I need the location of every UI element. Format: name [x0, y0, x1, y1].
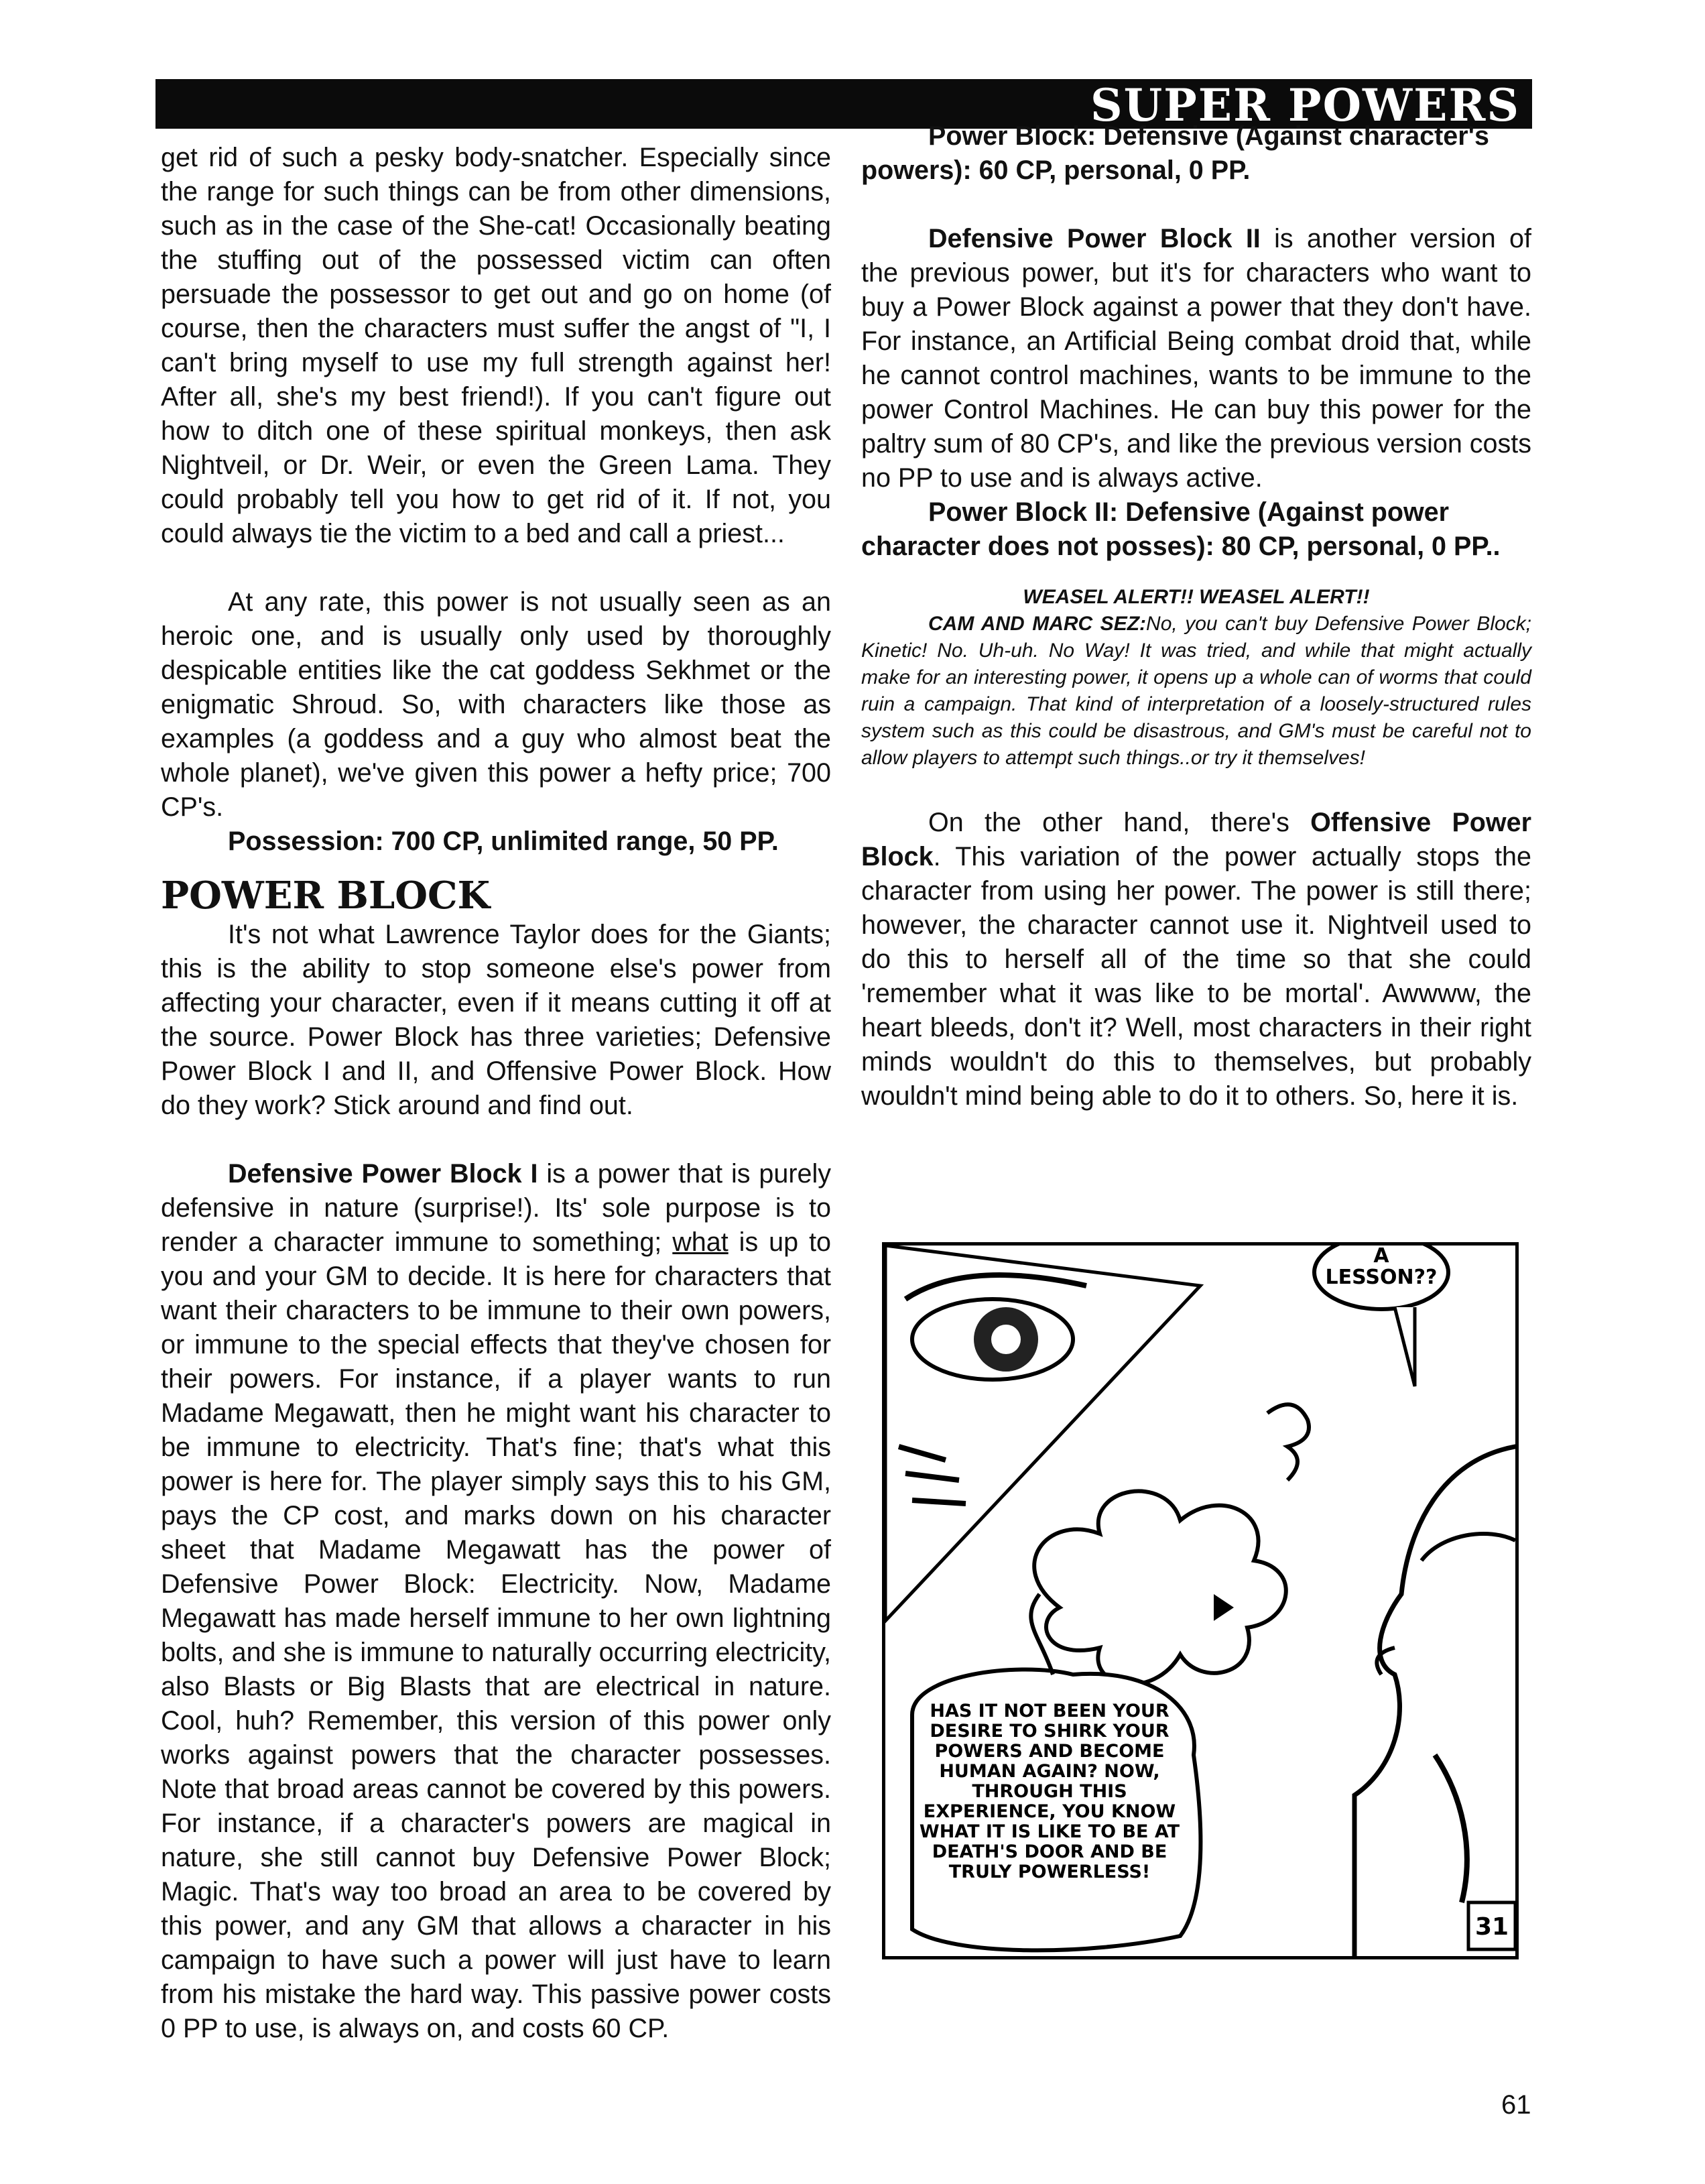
hooded-woman — [1354, 1447, 1519, 1959]
paragraph: At any rate, this power is not usually seen as an heroic one, and is usually only used by thoroughly despicable entities like the cat goddess Sekhmet or the enigmatic Shroud. So, with characters like those as examples (a goddess and a guy who almost beat the whole planet), we've given this power a hefty price; 700 CP's. — [161, 587, 831, 822]
artist-signature: 31 — [1474, 1913, 1509, 1941]
paragraph: Defensive Power Block II is another version of the previous power, but it's for characters who want to buy a Power Block against a power that they don't have. For instance, an Artificial Being combat droid that, while he cannot control machines, wants to be immune to the power Control Machines. He can buy this power for the paltry sum of 80 CP's, and like the previous version costs no PP to use and is always active. — [861, 224, 1531, 493]
term-bold: Defensive Power Block II — [928, 224, 1261, 253]
smoke-wisp — [1267, 1404, 1309, 1480]
alert-text: CAM AND MARC SEZ:No, you can't buy Defensive Power Block; Kinetic! No. Uh-uh. No Way! It was tried, and while that might actually make for an interesting power, it opens up a whole can of worms that could ruin a campaign. That kind of interpretation of a loosely-structured rules system such as this could be disastrous, and GM's must be careful not to allow players to attempt such things..or try it themselves! — [861, 613, 1532, 769]
comic-panel — [882, 1242, 1519, 1959]
alert-title: WEASEL ALERT!! WEASEL ALERT!! — [1023, 586, 1370, 608]
paragraph: It's not what Lawrence Taylor does for the Giants; this is the ability to stop someone else's power from affecting your character, even if it means cutting it off at the source. Power Block has three varieties; Defensive Power Block I and II, and Offensive Power Block. How do they work? Stick around and find out. — [161, 920, 831, 1120]
page-number: 61 — [1501, 2090, 1531, 2120]
paragraph: get rid of such a pesky body-snatcher. Especially since the range for such things can be from other dimensions, such as in the case of the She-cat! Occasionally beating the stuffing out of the possessed victim can often persuade the possessor to get out and go on home (of course, then the characters must suffer the angst of "I, I can't bring myself to use my full strength against her! After all, she's my best friend!). If you can't figure out how to ditch one of these spiritual monkeys, then ask Nightveil, or Dr. Weir, or even the Green Lama. They could probably tell you how to get rid of it. If not, you could always tie the victim to a bed and call a priest... — [161, 143, 831, 548]
right-column — [861, 119, 1531, 1113]
section-heading: POWER BLOCK — [161, 873, 491, 918]
underlined-word: what — [672, 1227, 729, 1257]
power-stat-line: Power Block II: Defensive (Against power character does not posses): 80 CP, personal, 0 PP.. — [861, 497, 1501, 561]
section-title: SUPER POWERS — [1090, 79, 1520, 131]
smoke-cloud — [1034, 1491, 1286, 1684]
power-stat-line: Possession: 700 CP, unlimited range, 50 PP. — [228, 827, 779, 856]
speech-tail-top — [1395, 1307, 1415, 1386]
term-bold: Offensive Power Block — [861, 808, 1531, 871]
speech-text-top: A LESSON?? — [1325, 1244, 1438, 1289]
paragraph: On the other hand, there's Offensive Power Block. This variation of the power actually stops the character from using her power. The power is still there; however, the character cannot use it. Nightveil used to do this to herself all of the time so that she could 'remember what it was like to be mortal'. Awwww, the heart bleeds, don't it? Well, most characters in their right minds wouldn't do this to themselves, but probably wouldn't mind being able to do it to others. So, here it is. — [861, 808, 1531, 1111]
eye-pupil-highlight — [991, 1325, 1021, 1354]
term-bold: Defensive Power Block I — [228, 1159, 538, 1189]
weasel-alert-box — [861, 584, 1531, 772]
left-column — [161, 141, 831, 2046]
power-stat-line: Power Block: Defensive (Against character's powers): 60 CP, personal, 0 PP. — [861, 121, 1490, 185]
paragraph: Defensive Power Block I is a power that is purely defensive in nature (surprise!). Its' sole purpose is to render a character immune to something; what is up to you and your GM to decide. It is here for characters that want their characters to be immune to their own powers, or immune to the special effects that they've chosen for their powers. For instance, if a player wants to run Madame Megawatt, then he might want his character to be immune to electricity. That's fine; that's what this power is here for. The player simply says this to his GM, pays the CP cost, and marks down on his character sheet that Madame Megawatt has the power of Defensive Power Block: Electricity. Now, Madame Megawatt has made herself immune to her own lightning bolts, and she is immune to naturally occurring electricity, also Blasts or Big Blasts that are electrical in nature. Cool, huh? Remember, this version of this power only works against powers that the character possesses. Note that broad areas cannot be covered by this powers. For instance, if a character's powers are magical in nature, she still cannot buy Defensive Power Block; Magic. That's way too broad an area to be covered by this power, and any GM that allows a character in his campaign to have such a power will just have to learn from his mistake the hard way. This passive power costs 0 PP to use, is always on, and costs 60 CP. — [161, 1159, 832, 2043]
speech-text-bottom: HAS IT NOT BEEN YOUR DESIRE TO SHIRK YOUR POWERS AND BECOME HUMAN AGAIN? NOW, THROUGH THIS EXPERIENCE, YOU KNOW WHAT IT IS LIKE TO BE AT DEATH'S DOOR AND BE TRULY POWERLESS! — [919, 1701, 1180, 1882]
